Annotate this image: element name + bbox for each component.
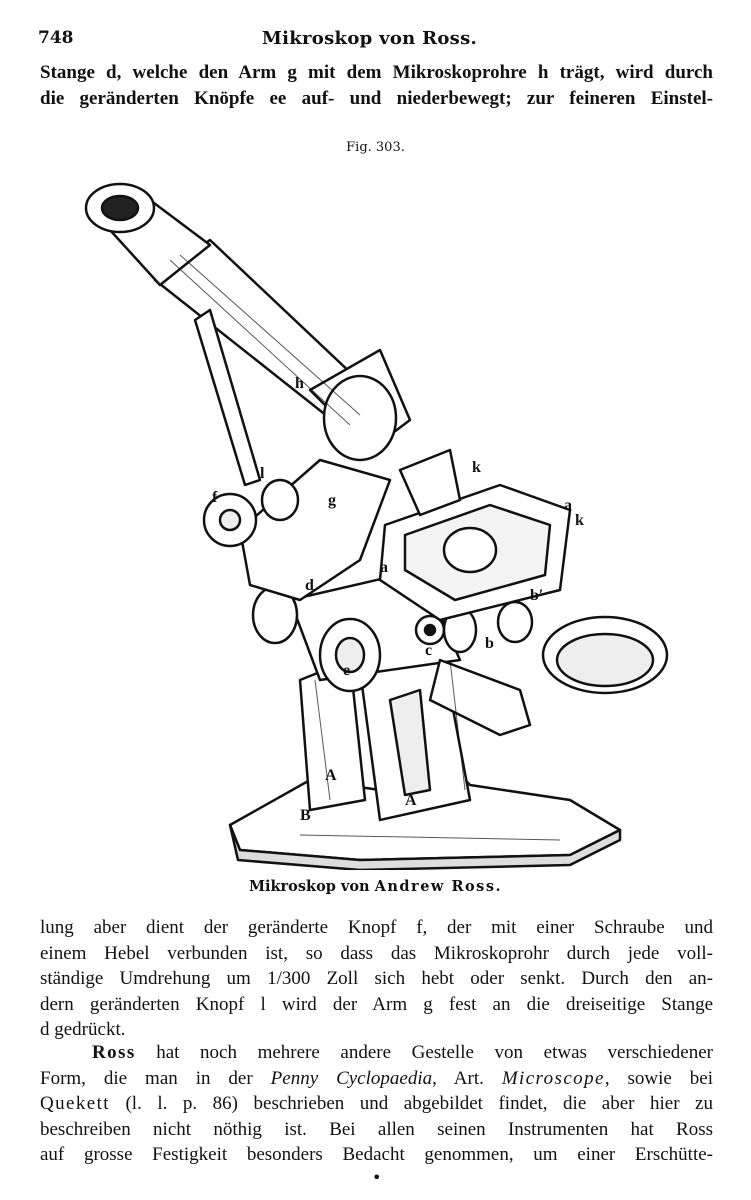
label-A2: A [405, 792, 417, 809]
text-line: die geränderten Knöpfe ee auf- und niederbewegt; zur feineren Einstel- [40, 87, 713, 109]
paragraph-1 [40, 915, 713, 1043]
label-a1: a [564, 497, 572, 514]
page-number: 748 [38, 28, 74, 48]
label-c: c [425, 642, 433, 659]
caption-prefix: Mikroskop von [248, 878, 370, 895]
figure-caption [0, 878, 751, 895]
text-fragment: (l. l. p. 86) beschrieben und abgebildet findet, die aber hier zu [109, 1093, 713, 1114]
label-a2: a [380, 559, 388, 576]
text-line [40, 1091, 713, 1117]
label-g: g [328, 492, 336, 509]
text-fragment: Form, die man in der [40, 1067, 271, 1089]
label-l: l [260, 465, 265, 482]
page-header [38, 28, 701, 58]
paragraph-2 [40, 1040, 713, 1168]
caption-name: Andrew Ross. [374, 878, 503, 895]
label-b: b [485, 635, 494, 652]
footer-mark: • [372, 1168, 382, 1187]
label-B: B [300, 807, 311, 824]
text-line [40, 966, 713, 992]
person-name-ross: Ross [92, 1042, 136, 1063]
article-title: Microscope [501, 1067, 605, 1089]
label-A1: A [325, 767, 337, 784]
fraction: 1/300 [267, 968, 311, 989]
label-h: h [295, 375, 304, 392]
text-line: dern geränderten Knopf l wird der Arm g fest an die dreiseitige Stange [40, 993, 713, 1015]
text-line: lung aber dient der geränderte Knopf f, der mit einer Schraube und [40, 917, 713, 938]
person-name-quekett: Quekett [40, 1093, 110, 1114]
work-title: Penny Cyclopaedia [270, 1067, 433, 1089]
text-fragment: , sowie bei [604, 1067, 714, 1089]
figure-number: Fig. 303. [346, 140, 405, 155]
label-b-prime: b′ [530, 587, 544, 604]
label-d: d [305, 577, 314, 594]
text-line: auf grosse Festigkeit besonders Bedacht genommen, um einer Erschütte- [40, 1144, 713, 1165]
text-line [40, 1066, 713, 1092]
label-k2: k [575, 512, 584, 529]
text-line [40, 1040, 713, 1066]
label-f: f [212, 489, 218, 506]
label-e: e [343, 662, 351, 679]
text-fragment: hat noch mehrere andere Gestelle von etwas verschiedener [135, 1042, 713, 1063]
text-line: d gedrückt. [40, 1019, 126, 1040]
label-k1: k [472, 459, 481, 476]
text-line: Stange d, welche den Arm g mit dem Mikroskoprohre h trägt, wird durch [40, 62, 713, 83]
text-line: einem Hebel verbunden ist, so dass das Mikroskoprohr durch jede voll- [40, 942, 713, 964]
microscope-illustration [60, 160, 700, 870]
text-fragment: Zoll sich hebt oder senkt. Durch den an- [310, 968, 713, 989]
paragraph-top [40, 60, 713, 111]
text-line: beschreiben nicht nöthig ist. Bei allen seinen Instrumenten hat Ross [40, 1118, 713, 1140]
running-title: Mikroskop von Ross. [261, 28, 478, 49]
text-fragment: , Art. [432, 1067, 502, 1089]
text-fragment: ständige Umdrehung um [40, 968, 268, 989]
